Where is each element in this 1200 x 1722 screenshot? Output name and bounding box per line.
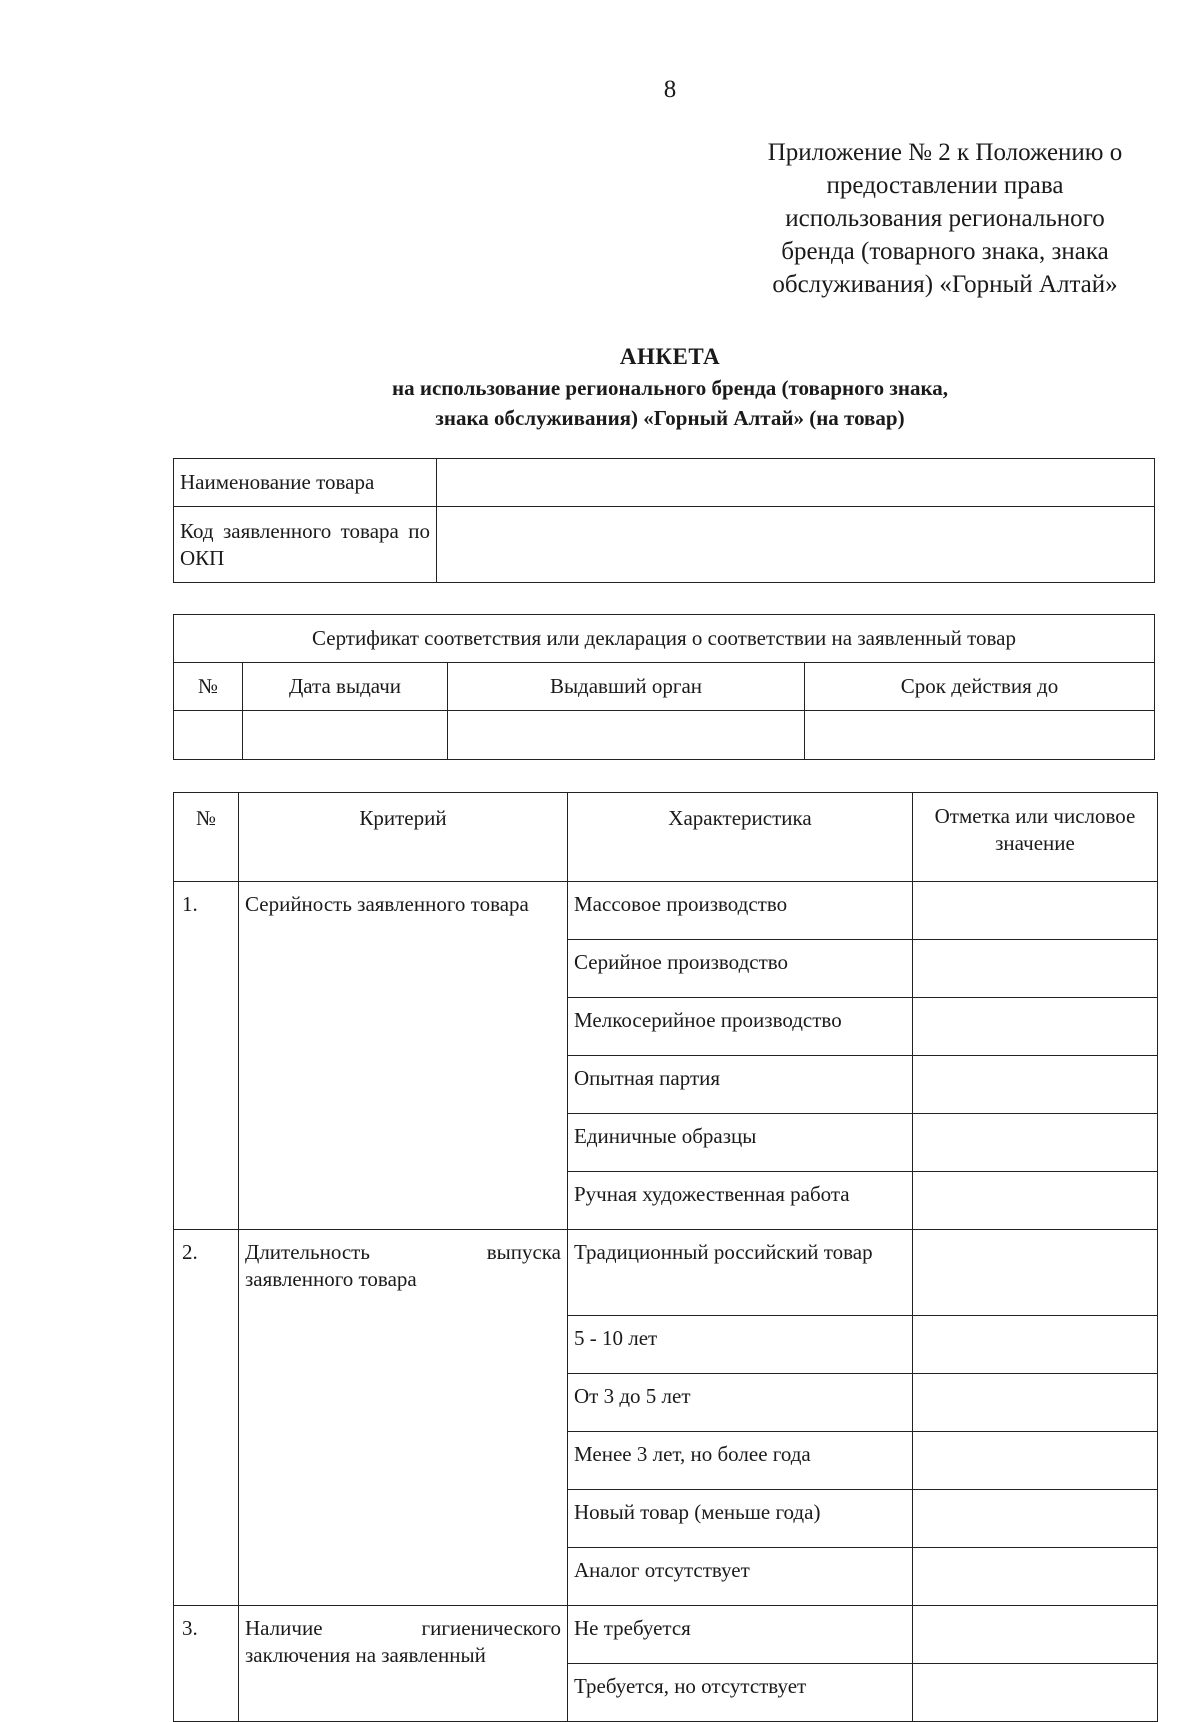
table-row	[174, 507, 1155, 583]
mark-field[interactable]	[913, 1172, 1158, 1230]
characteristic-cell: От 3 до 5 лет	[568, 1374, 913, 1432]
table-row	[174, 663, 1155, 711]
form-title: АНКЕТА	[619, 344, 721, 369]
product-code-field[interactable]	[437, 507, 1155, 583]
criterion-name: Длительность выпуска заявленного товара	[239, 1230, 568, 1606]
form-subtitle	[175, 373, 1165, 433]
product-code-label: Код заявленного товара по ОКП	[174, 507, 437, 583]
product-info-table	[173, 458, 1155, 583]
certificate-issuer-field[interactable]	[448, 711, 805, 760]
column-header: Критерий	[239, 793, 568, 882]
column-header: Характеристика	[568, 793, 913, 882]
mark-field[interactable]	[913, 1230, 1158, 1316]
characteristic-cell: Новый товар (меньше года)	[568, 1490, 913, 1548]
appendix-line: обслуживания) «Горный Алтай»	[772, 271, 1118, 298]
criterion-number: 2.	[174, 1230, 239, 1606]
characteristic-cell: Традиционный российский товар	[568, 1230, 913, 1316]
appendix-line: бренда (товарного знака, знака	[781, 238, 1109, 265]
characteristic-cell: Аналог отсутствует	[568, 1548, 913, 1606]
column-header: Выдавший орган	[448, 663, 805, 711]
criterion-number: 3.	[174, 1606, 239, 1722]
subtitle-line: знака обслуживания) «Горный Алтай» (на товар)	[435, 406, 905, 430]
product-name-label: Наименование товара	[174, 459, 437, 507]
form-heading	[175, 343, 1165, 433]
mark-field[interactable]	[913, 882, 1158, 940]
table-row	[174, 882, 1158, 940]
criterion-name: Серийность заявленного товара	[239, 882, 568, 1230]
characteristic-cell: Мелкосерийное производство	[568, 998, 913, 1056]
mark-field[interactable]	[913, 940, 1158, 998]
appendix-line: использования регионального	[785, 205, 1105, 232]
table-row	[174, 1230, 1158, 1316]
table-row	[174, 459, 1155, 507]
appendix-line: предоставлении права	[826, 172, 1064, 199]
mark-field[interactable]	[913, 1114, 1158, 1172]
certificate-table	[173, 614, 1155, 760]
subtitle-line: на использование регионального бренда (товарного знака,	[392, 376, 948, 400]
mark-field[interactable]	[913, 1548, 1158, 1606]
characteristic-cell: Ручная художественная работа	[568, 1172, 913, 1230]
appendix-note	[735, 136, 1155, 301]
mark-field[interactable]	[913, 1316, 1158, 1374]
mark-field[interactable]	[913, 1606, 1158, 1664]
column-header: №	[174, 663, 243, 711]
column-header: Срок действия до	[805, 663, 1155, 711]
appendix-line: Приложение № 2 к Положению о	[767, 139, 1123, 166]
column-header: Дата выдачи	[243, 663, 448, 711]
mark-field[interactable]	[913, 1432, 1158, 1490]
characteristic-cell: Менее 3 лет, но более года	[568, 1432, 913, 1490]
mark-field[interactable]	[913, 998, 1158, 1056]
table-row	[174, 793, 1158, 882]
characteristic-cell: 5 - 10 лет	[568, 1316, 913, 1374]
criterion-number: 1.	[174, 882, 239, 1230]
characteristic-cell: Требуется, но отсутствует	[568, 1664, 913, 1722]
characteristic-cell: Массовое производство	[568, 882, 913, 940]
certificate-date-field[interactable]	[243, 711, 448, 760]
characteristic-cell: Серийное производство	[568, 940, 913, 998]
column-header: №	[174, 793, 239, 882]
characteristic-cell: Опытная партия	[568, 1056, 913, 1114]
column-header: Отметка или числовое значение	[913, 793, 1158, 882]
criterion-name: Наличие гигиенического заключения на заявленный	[239, 1606, 568, 1722]
characteristic-cell: Не требуется	[568, 1606, 913, 1664]
mark-field[interactable]	[913, 1056, 1158, 1114]
product-name-field[interactable]	[437, 459, 1155, 507]
table-row	[174, 711, 1155, 760]
mark-field[interactable]	[913, 1374, 1158, 1432]
criteria-table	[173, 792, 1158, 1722]
mark-field[interactable]	[913, 1490, 1158, 1548]
table-row	[174, 1606, 1158, 1664]
page-number: 8	[663, 76, 677, 103]
certificate-expiry-field[interactable]	[805, 711, 1155, 760]
certificate-number-field[interactable]	[174, 711, 243, 760]
characteristic-cell: Единичные образцы	[568, 1114, 913, 1172]
table-row	[174, 615, 1155, 663]
certificate-header: Сертификат соответствия или декларация о соответствии на заявленный товар	[174, 615, 1155, 663]
